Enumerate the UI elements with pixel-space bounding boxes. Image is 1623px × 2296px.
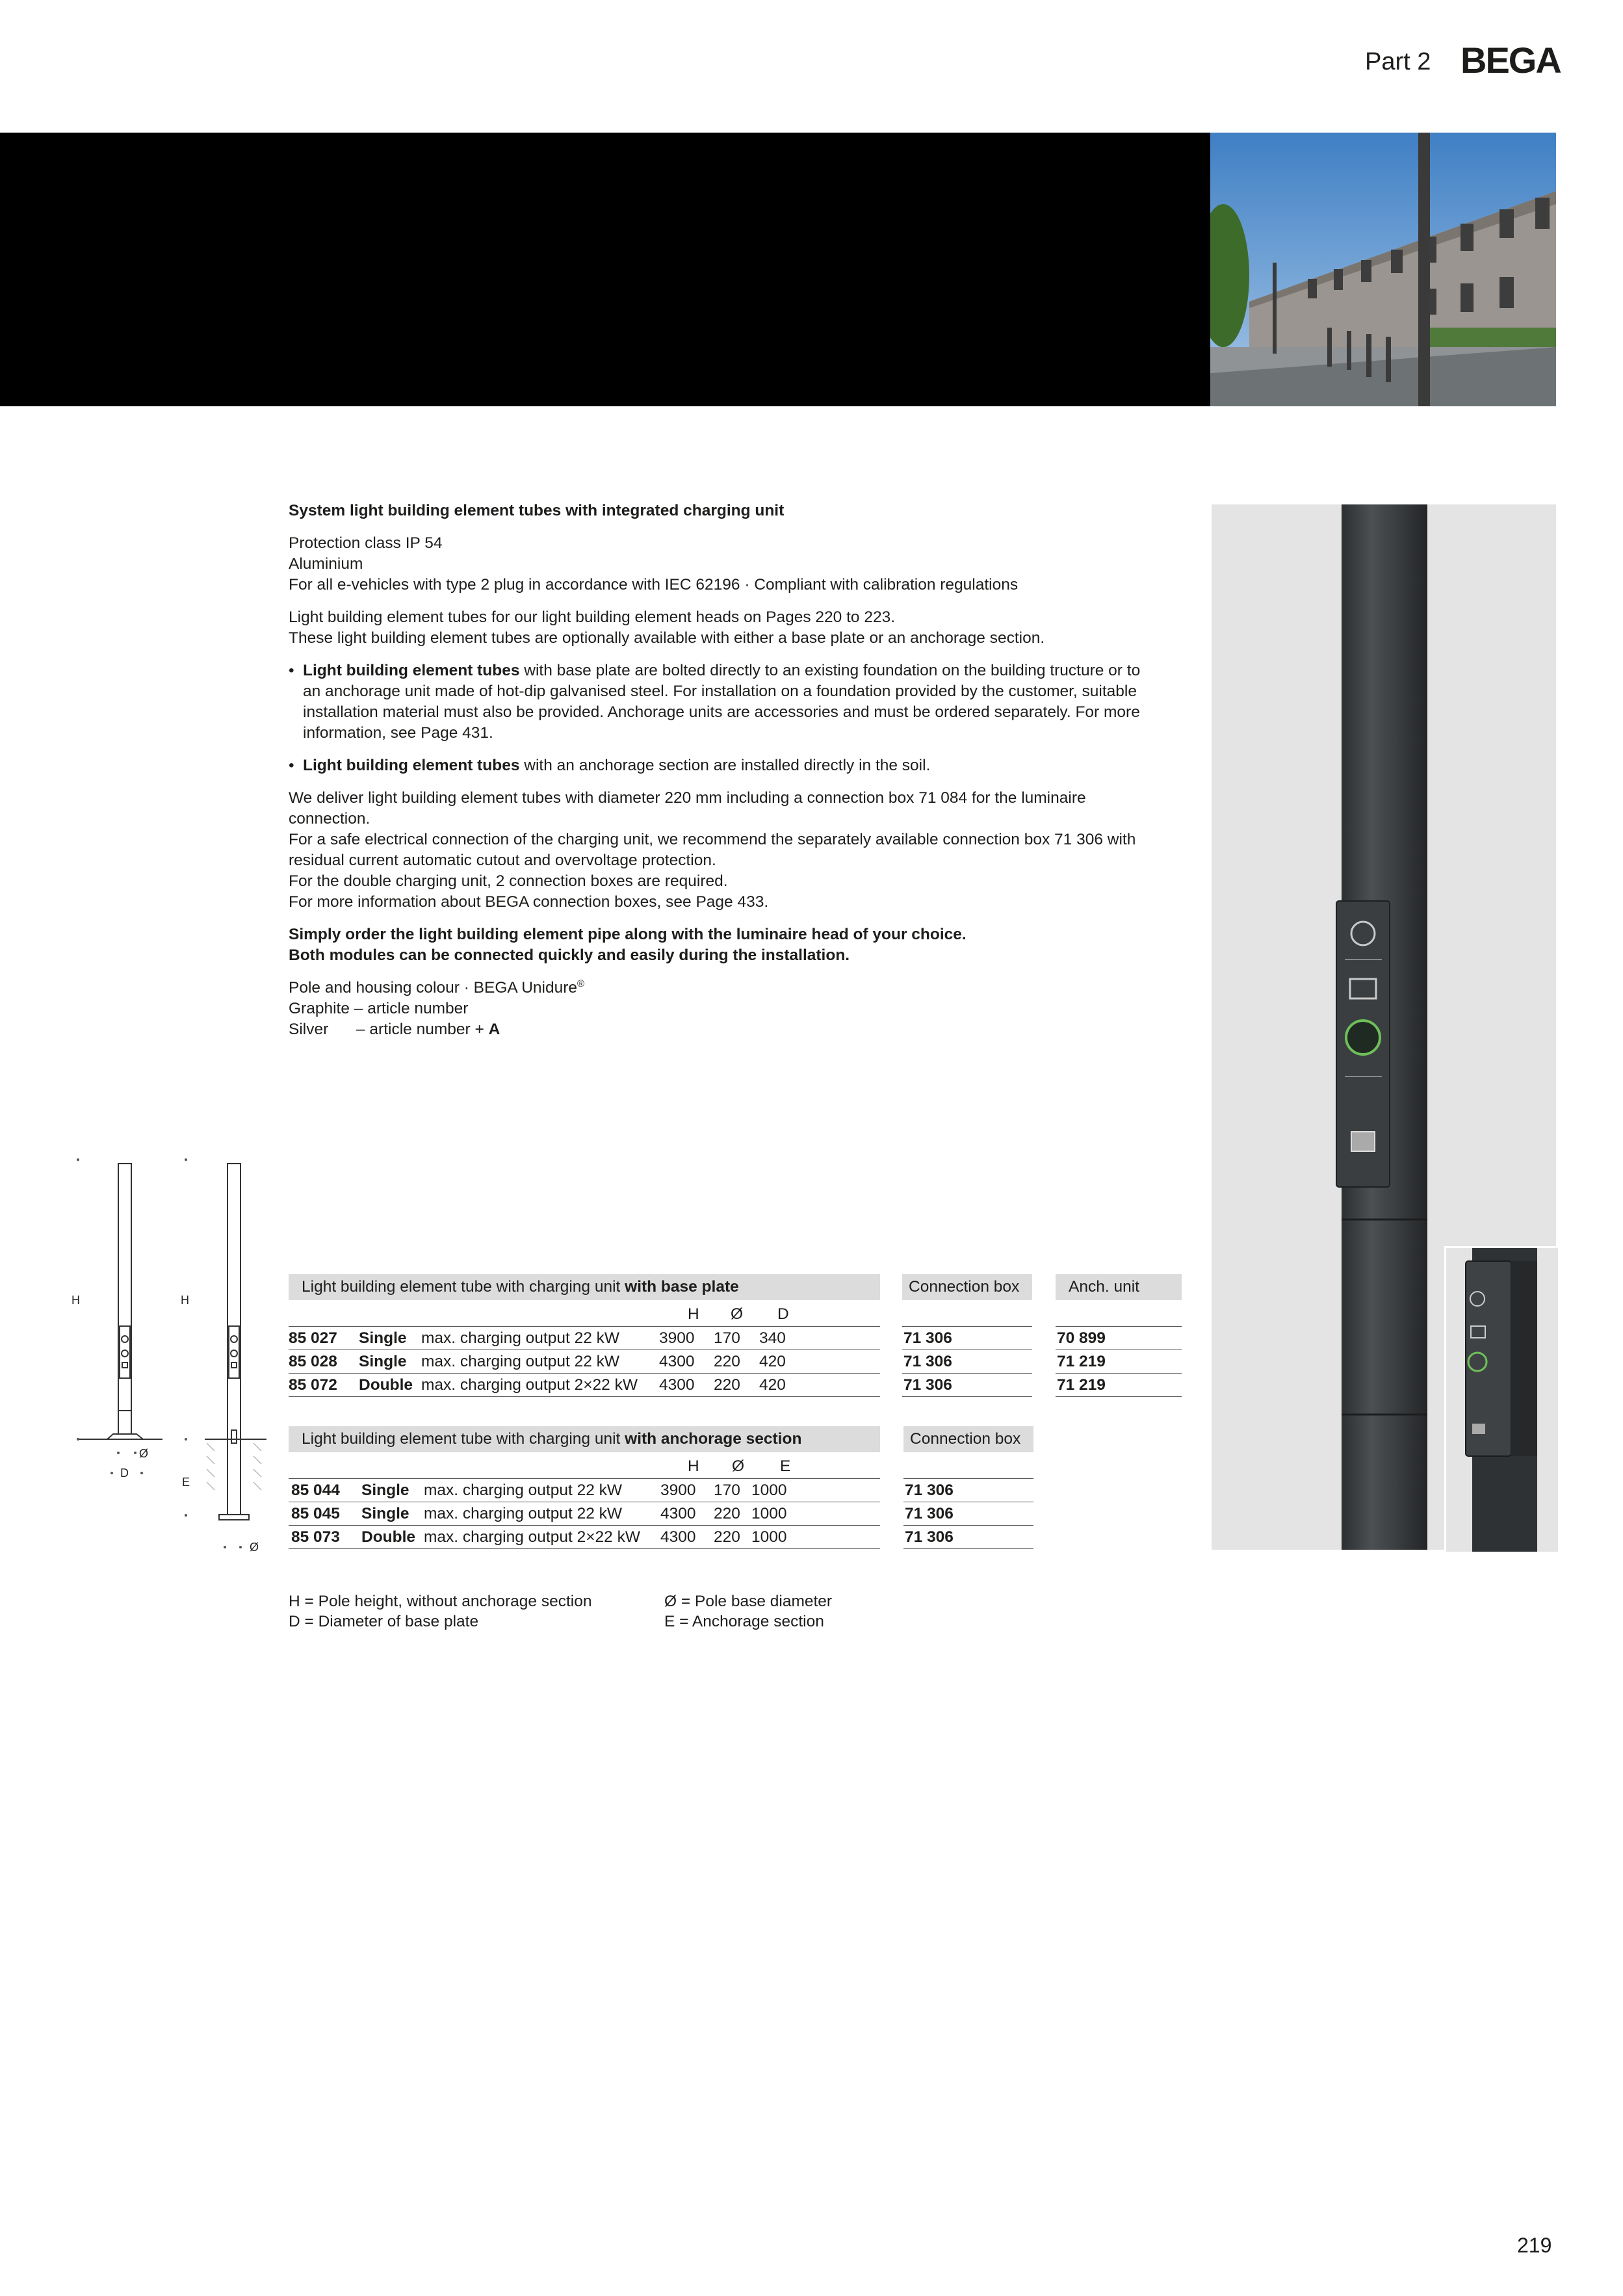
article-number: 85 073: [291, 1528, 340, 1546]
legend-e: E = Anchorage section: [664, 1613, 824, 1630]
row-type: Single: [359, 1329, 407, 1347]
dim-dia-label: Ø: [139, 1447, 149, 1460]
dimension-drawings: [65, 1157, 279, 1567]
connection-box-number: 71 306: [905, 1505, 954, 1522]
row-desc: max. charging output 22 kW: [421, 1329, 620, 1347]
article-number: 85 045: [291, 1505, 340, 1522]
table-row[interactable]: [289, 1480, 880, 1502]
row-dia: 220: [714, 1505, 740, 1522]
row-dia: 220: [714, 1353, 740, 1370]
table-base-plate-header: [289, 1274, 880, 1300]
connection-box-header: [902, 1274, 1032, 1300]
legend-d: D = Diameter of base plate: [289, 1613, 479, 1630]
legend-dia: Ø = Pole base diameter: [664, 1593, 833, 1610]
table-subheader: [289, 1455, 880, 1479]
bullet-text: with an anchorage section are installed directly in the soil.: [519, 757, 931, 774]
row-dia: 220: [714, 1528, 740, 1546]
bullet-bold: Light building element tubes: [303, 757, 520, 774]
row-type: Double: [361, 1528, 416, 1546]
row-desc: max. charging output 2×22 kW: [421, 1376, 638, 1394]
row-desc: max. charging output 2×22 kW: [424, 1528, 640, 1546]
delivery-line: We deliver light building element tubes with diameter 220 mm including a connection box 71 084 for the luminaire connection.: [289, 789, 1086, 828]
row-desc: max. charging output 22 kW: [421, 1353, 620, 1370]
connection-box-cell[interactable]: [903, 1480, 1033, 1502]
row-e: 1000: [751, 1505, 787, 1522]
table-subheader-spacer: [903, 1455, 1033, 1479]
intro-title: System light building element tubes with integrated charging unit: [289, 502, 785, 519]
intro-text: [289, 501, 1147, 1052]
table-subheader-spacer: [902, 1303, 1032, 1327]
table-title-prefix: Light building element tube with charging unit: [302, 1278, 625, 1296]
table-row[interactable]: [289, 1526, 880, 1549]
connection-box-title: Connection box: [902, 1274, 1032, 1300]
row-d: 340: [759, 1329, 786, 1347]
connection-box-number: 71 306: [903, 1329, 952, 1347]
table-title-bold: with base plate: [625, 1278, 739, 1296]
row-h: 4300: [659, 1353, 695, 1370]
connection-box-cell[interactable]: [902, 1351, 1032, 1374]
connection-box-header: [903, 1426, 1033, 1452]
article-number: 85 044: [291, 1481, 340, 1499]
bullet-base-plate: [289, 660, 1147, 744]
article-number: 85 027: [289, 1329, 337, 1347]
spec-plug: For all e-vehicles with type 2 plug in accordance with IEC 62196 · Compliant with calibration regulations: [289, 576, 1019, 594]
row-h: 3900: [660, 1481, 696, 1499]
table-title: [289, 1274, 880, 1300]
row-h: 4300: [660, 1528, 696, 1546]
dim-e-label: E: [182, 1476, 190, 1489]
order-line: Both modules can be connected quickly and easily during the installation.: [289, 946, 850, 964]
table-anchorage-header: [289, 1426, 880, 1452]
row-desc: max. charging output 22 kW: [424, 1505, 623, 1522]
bullet-bold: Light building element tubes: [303, 662, 520, 679]
anch-unit-header: [1056, 1274, 1182, 1300]
row-type: Double: [359, 1376, 413, 1394]
silver-value: – article number +: [356, 1021, 484, 1038]
colour-info: [289, 978, 1147, 1040]
graphite-value: – article number: [354, 1000, 469, 1017]
col-h: H: [688, 1305, 699, 1323]
anch-unit-cell[interactable]: [1056, 1351, 1182, 1374]
row-d: 420: [759, 1376, 786, 1394]
col-d: D: [777, 1305, 789, 1323]
anch-unit-number: 71 219: [1057, 1353, 1106, 1370]
row-dia: 220: [714, 1376, 740, 1394]
connection-box-title: Connection box: [903, 1426, 1033, 1452]
product-detail-photo: [1444, 1246, 1558, 1552]
col-dia: Ø: [731, 1305, 744, 1323]
table-row[interactable]: [289, 1351, 880, 1374]
anch-unit-number: 70 899: [1057, 1329, 1106, 1347]
row-type: Single: [361, 1505, 409, 1522]
part-label: Part 2: [1365, 48, 1431, 75]
connection-box-number: 71 306: [903, 1376, 952, 1394]
spec-material: Aluminium: [289, 555, 363, 573]
legend-h: H = Pole height, without anchorage section: [289, 1593, 592, 1610]
table-title-prefix: Light building element tube with charging unit: [302, 1430, 625, 1448]
anch-unit-number: 71 219: [1057, 1376, 1106, 1394]
order-line: Simply order the light building element pipe along with the luminaire head of your choice.: [289, 926, 967, 943]
intro-line: Light building element tubes for our light building element heads on Pages 220 to 223.: [289, 608, 896, 626]
anch-unit-cell[interactable]: [1056, 1374, 1182, 1397]
table-subheader: [289, 1303, 880, 1327]
row-type: Single: [359, 1353, 407, 1370]
table-row[interactable]: [289, 1503, 880, 1526]
spec-protection: Protection class IP 54: [289, 534, 443, 552]
row-dia: 170: [714, 1329, 740, 1347]
page-number: 219: [1517, 2234, 1552, 2257]
connection-box-cell[interactable]: [903, 1503, 1033, 1526]
connection-box-number: 71 306: [905, 1481, 954, 1499]
table-base-plate: [289, 1303, 1182, 1400]
colour-label: Pole and housing colour · BEGA Unidure: [289, 979, 577, 997]
bullet-anchorage: [289, 755, 1147, 776]
table-row[interactable]: [289, 1374, 880, 1397]
connection-box-cell[interactable]: [902, 1327, 1032, 1350]
hero-band: [0, 133, 1210, 406]
registered-mark: ®: [577, 978, 585, 989]
row-h: 3900: [659, 1329, 695, 1347]
dim-h-label: H: [71, 1294, 80, 1307]
brand-logo: BEGA: [1461, 40, 1561, 81]
connection-box-cell[interactable]: [902, 1374, 1032, 1397]
col-h: H: [688, 1457, 699, 1475]
row-e: 1000: [751, 1528, 787, 1546]
delivery-line: For the double charging unit, 2 connection boxes are required.: [289, 872, 728, 890]
connection-box-cell[interactable]: [903, 1526, 1033, 1549]
row-dia: 170: [714, 1481, 740, 1499]
row-e: 1000: [751, 1481, 787, 1499]
connection-box-number: 71 306: [905, 1528, 954, 1546]
col-e: E: [780, 1457, 791, 1475]
connection-box-number: 71 306: [903, 1353, 952, 1370]
table-row[interactable]: [289, 1327, 880, 1350]
intro-paragraph: [289, 607, 1147, 649]
row-h: 4300: [659, 1376, 695, 1394]
delivery-line: For a safe electrical connection of the charging unit, we recommend the separately available connection box 71 306 with residual current automatic cutout and overvoltage protection.: [289, 831, 1136, 869]
graphite-label: Graphite: [289, 1000, 350, 1017]
delivery-line: For more information about BEGA connection boxes, see Page 433.: [289, 893, 769, 911]
article-number: 85 072: [289, 1376, 337, 1394]
dim-h-label: H: [181, 1294, 189, 1307]
row-type: Single: [361, 1481, 409, 1499]
dim-dia-label: Ø: [250, 1541, 259, 1554]
hero-photo: [1210, 133, 1556, 406]
spec-list: [289, 533, 1147, 595]
row-h: 4300: [660, 1505, 696, 1522]
silver-suffix: A: [488, 1021, 500, 1038]
table-title: [289, 1426, 880, 1452]
row-d: 420: [759, 1353, 786, 1370]
bullet-text: with base plate are bolted directly to an existing foundation on the building tructure or to an anchorage unit made of hot-dip galvanised steel. For installation on a foundation provided by the customer, suitable installation material must also be provided. Anchorage units are accessories and must be ordered separately. For more information, see Page 431.: [303, 662, 1141, 742]
table-subheader-spacer: [1056, 1303, 1182, 1327]
col-dia: Ø: [732, 1457, 745, 1475]
article-number: 85 028: [289, 1353, 337, 1370]
row-desc: max. charging output 22 kW: [424, 1481, 623, 1499]
anch-unit-title: Anch. unit: [1056, 1274, 1182, 1300]
order-paragraph: [289, 924, 1147, 966]
anch-unit-cell[interactable]: [1056, 1327, 1182, 1350]
dim-d-label: D: [120, 1467, 129, 1480]
table-title-bold: with anchorage section: [625, 1430, 802, 1448]
delivery-paragraph: [289, 788, 1147, 913]
silver-label: Silver: [289, 1021, 329, 1038]
table-anchorage: [289, 1455, 1033, 1552]
intro-line: These light building element tubes are optionally available with either a base plate or an anchorage section.: [289, 629, 1045, 647]
